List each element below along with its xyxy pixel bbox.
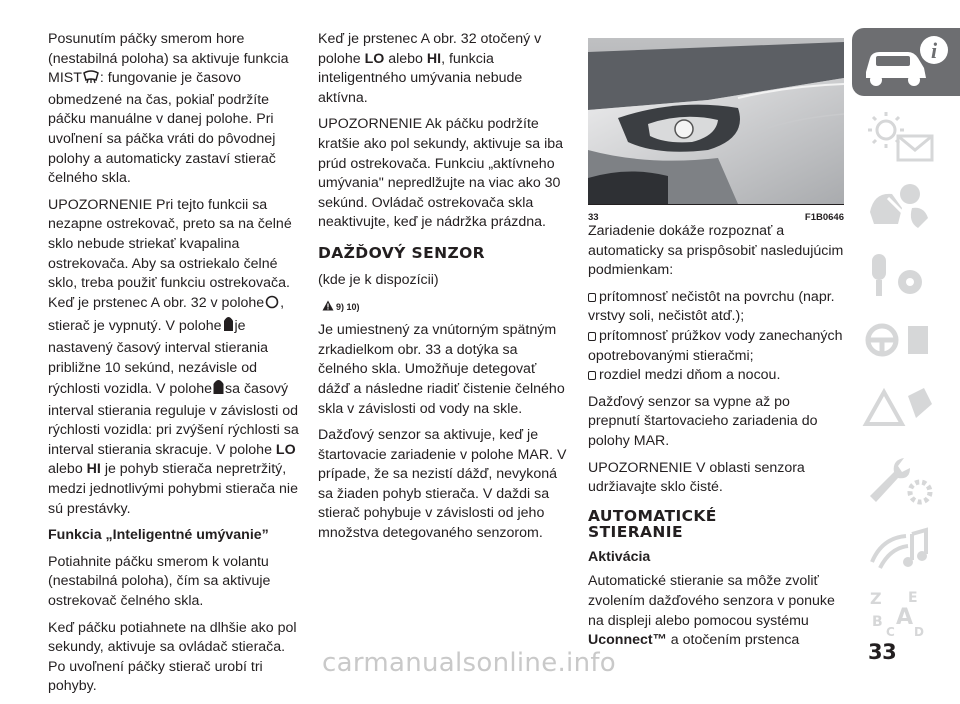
page-number: 33 — [868, 640, 897, 664]
figure-caption-rule — [588, 204, 844, 205]
bullet-square-icon — [588, 293, 596, 302]
paragraph-activation: Automatické stieranie sa môže zvoliť zvolením dažďového senzora v ponuke na displeji alebo pomocou systému Uconnect™ a otočením prstenca — [588, 573, 835, 649]
wiper-interval-icon — [222, 315, 235, 339]
index-letters-icon — [852, 584, 960, 638]
car-front-photo — [588, 38, 844, 204]
wiper-auto-icon — [212, 378, 225, 402]
rain-sensor-heading: DAŽĎOVÝ SENZOR — [318, 243, 486, 262]
warning-triangle-icon — [322, 298, 334, 318]
auto-wipe-heading: AUTOMATICKÉ STIERANIE — [588, 506, 717, 541]
emergency-airbag-icon — [852, 172, 960, 236]
bullet-item-1: prítomnosť nečistôt na povrchu (napr. vrstvy soli, nečistôt atď.); — [588, 288, 835, 325]
tab-maintenance[interactable] — [852, 446, 960, 514]
tab-emergency[interactable] — [852, 172, 960, 236]
availability-note: (kde je k dispozícii) — [318, 271, 439, 288]
paragraph-sensor-off: Dažďový senzor sa vypne až po prepnutí štartovacieho zariadenia do polohy MAR. — [588, 393, 818, 449]
safety-triangle-icon — [852, 378, 960, 442]
key-start-icon — [852, 240, 960, 306]
wiper-mist-icon — [82, 70, 100, 91]
svg-text:i: i — [930, 38, 938, 63]
paragraph-sensor-location: Je umiestnený za vnútorným spätným zrkadielkom obr. 33 a dotýka sa čelného skla. Umožňuje detegovať dážď a následne riadiť čistenie čelného skla v závislosti od vody na skle. — [318, 322, 565, 417]
tab-multimedia[interactable] — [852, 518, 960, 582]
tab-index[interactable] — [852, 584, 960, 638]
wrench-gear-icon — [852, 446, 960, 514]
paragraph-notice-washer: UPOZORNENIE Ak páčku podržíte kratšie ako pol sekundy, aktivuje sa iba prúd ostrekovača. Funkciu „aktívneho umývania" nepredlžujte na viac ako 30 sekúnd. Ovládač ostrekovača skla neaktivujte, keď je nádržka prázdna. — [318, 116, 563, 231]
tab-car-info[interactable] — [852, 28, 960, 96]
svg-text:C: C — [886, 625, 895, 638]
activation-subheading: Aktivácia — [588, 548, 651, 565]
paragraph-notice-positions: UPOZORNENIE Pri tejto funkcii sa nezapne ostrekovač, preto sa na čelné sklo nebude striekať kvapalina ostrekovača. Aby sa ostriekalo čelné sklo, treba použiť funkciu ostrekovača. Keď je prstenec A obr. 32 v polohe , stierač je vypnutý. V polohe je nastavený časový interval stierania približne 10 sekúnd, nezávisle od rýchlosti vozidla. V polohe sa časový interval stierania reguluje v závislosti od rýchlosti vozidla: pri zvýšení rýchlosti sa interval stierania skracuje. V polohe LO alebo HI je pohyb stierača nepretržitý, medzi jednotlivými pohybmi stierača nie sú prestávky. — [48, 196, 299, 517]
text-column-2 — [318, 30, 570, 551]
text-column-1 — [48, 30, 300, 704]
warning-refs: 9) 10) — [318, 298, 570, 318]
text-column-3 — [588, 30, 844, 658]
bullet-square-icon — [588, 371, 596, 380]
tab-driving[interactable] — [852, 310, 960, 374]
circle-off-icon — [264, 295, 280, 316]
tab-safety[interactable] — [852, 378, 960, 442]
warning-lights-icon — [852, 100, 960, 168]
svg-text:B: B — [872, 614, 883, 630]
bullet-item-2: prítomnosť prúžkov vody zanechaných opotrebovanými stieračmi; — [588, 327, 843, 364]
svg-text:E: E — [908, 590, 918, 606]
tab-warning-lights[interactable] — [852, 100, 960, 168]
tab-starting[interactable] — [852, 240, 960, 306]
multimedia-note-icon — [852, 518, 960, 582]
smart-wash-heading: Funkcia „Inteligentné umývanie” — [48, 527, 269, 544]
chapter-sidebar — [852, 28, 960, 636]
svg-text:A: A — [896, 605, 914, 630]
svg-text:D: D — [914, 625, 924, 638]
car-info-icon — [852, 28, 960, 96]
bullet-item-3: rozdiel medzi dňom a nocou. — [588, 366, 844, 386]
paragraph-sensor-activation: Dažďový senzor sa aktivuje, keď je štartovacie zariadenie v polohe MAR. V prípade, že sa nezistí dážď, nevykoná sa žiaden pohyb stierača. V daždi sa stierač pohybuje v závislosti od jeho množstva detegovaného senzorom. — [318, 427, 567, 542]
paragraph-smart-wash-1: Potiahnite páčku smerom k volantu (nestabilná poloha), čím sa aktivuje ostrekovač čelného skla. — [48, 553, 271, 610]
steering-drive-icon — [852, 310, 960, 374]
paragraph-conditions-intro: Zariadenie dokáže rozpoznať a automaticky sa prispôsobiť nasledujúcim podmienkam: — [588, 223, 844, 279]
figure-33 — [588, 38, 844, 223]
figure-code: F1B0646 — [804, 212, 844, 223]
paragraph-notice-clean: UPOZORNENIE V oblasti senzora udržiavajte sklo čisté. — [588, 459, 805, 496]
figure-number: 33 — [588, 212, 599, 223]
bullet-square-icon — [588, 332, 596, 341]
svg-text:Z: Z — [870, 589, 882, 608]
site-watermark: carmanualsonline.info — [322, 648, 617, 678]
paragraph-mist: Posunutím páčky smerom hore (nestabilná poloha) sa aktivuje funkcia MIST : fungovanie je časovo obmedzené na čas, pokiaľ podržíte páčku manuálne v danej polohe. Pri uvoľnení sa páčka vráti do pôvodnej polohy a automaticky zastaví stierač čelného skla. — [48, 31, 289, 187]
paragraph-smart-wash-inactive: Keď je prstenec A obr. 32 otočený v polohe LO alebo HI, funkcia inteligentného umývania nebude aktívna. — [318, 31, 542, 106]
paragraph-smart-wash-2: Keď páčku potiahnete na dlhšie ako pol sekundy, aktivuje sa ovládač stierača. Po uvoľnení páčky stierač urobí tri pohyby. — [48, 619, 297, 695]
